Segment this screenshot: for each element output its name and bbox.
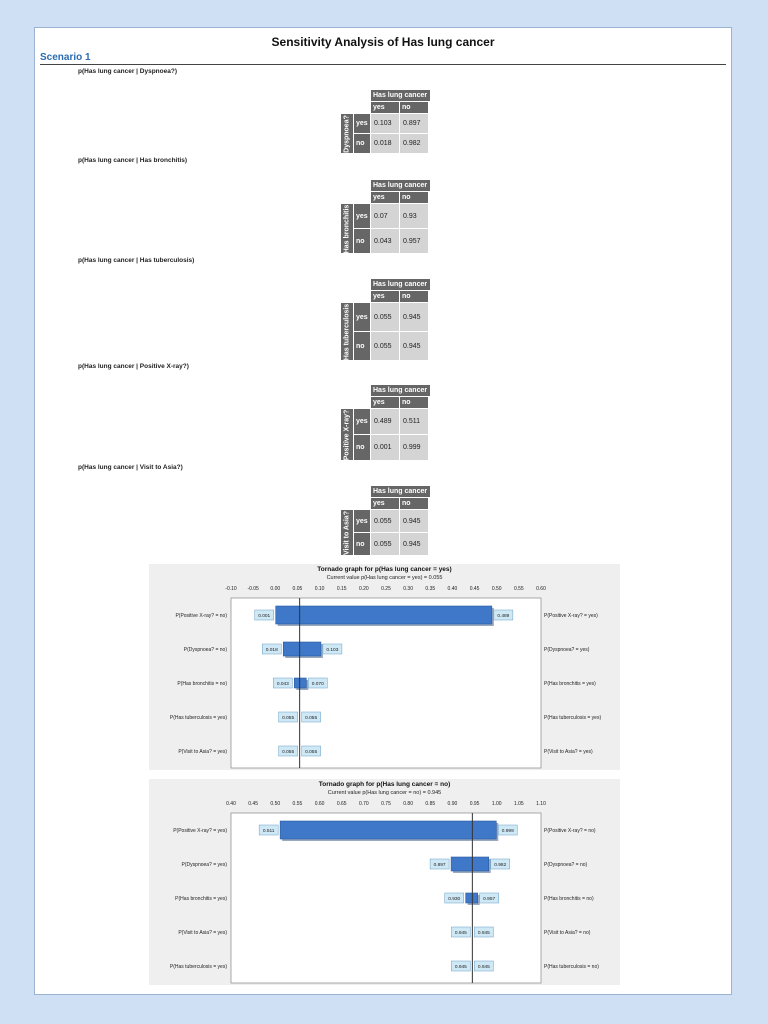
x-tick-label: 0.35 — [425, 586, 436, 592]
x-tick-label: 0.90 — [447, 801, 458, 807]
probability-cell: 0.055 — [371, 510, 399, 532]
tornado-bar — [276, 606, 492, 624]
x-tick-label: -0.05 — [247, 586, 259, 592]
column-state-label: yes — [371, 397, 399, 408]
left-row-label: P(Has tuberculosis = yes) — [169, 964, 227, 970]
row-state-label: no — [354, 229, 370, 253]
chart-title: Tornado graph for p(Has lung cancer = no) — [318, 781, 451, 788]
probability-cell: 0.957 — [400, 229, 428, 253]
row-variable-header — [341, 204, 353, 253]
left-row-label: P(Positive X-ray? = yes) — [173, 828, 227, 834]
right-row-label: P(Visit to Asia? = no) — [544, 930, 591, 936]
x-tick-label: 0.85 — [425, 801, 436, 807]
right-row-label: P(Visit to Asia? = yes) — [544, 749, 593, 755]
probability-cell: 0.945 — [400, 533, 428, 555]
row-variable-label: Dyspnoea? — [343, 114, 351, 153]
heading-divider — [40, 64, 726, 65]
table-question-label: p(Has lung cancer | Dyspnoea?) — [78, 68, 177, 75]
row-variable-header — [341, 409, 353, 460]
row-variable-header — [341, 510, 353, 555]
row-state-label: yes — [354, 510, 370, 532]
column-variable-header: Has lung cancer — [371, 180, 430, 191]
row-state-label: no — [354, 332, 370, 360]
probability-cell: 0.055 — [371, 332, 399, 360]
conditional-table — [341, 385, 431, 461]
row-state-label: no — [354, 435, 370, 460]
x-tick-label: 0.40 — [226, 801, 236, 807]
scenario-heading: Scenario 1 — [40, 52, 91, 63]
row-variable-header — [341, 114, 353, 153]
x-tick-label: 0.60 — [536, 586, 546, 592]
left-row-label: P(Dyspnoea? = yes) — [181, 862, 227, 868]
x-tick-label: 0.95 — [469, 801, 480, 807]
x-tick-label: 0.25 — [381, 586, 391, 592]
table-question-label: p(Has lung cancer | Has bronchitis) — [78, 157, 188, 164]
probability-cell: 0.945 — [400, 510, 428, 532]
column-variable-header: Has lung cancer — [371, 279, 430, 290]
probability-cell: 0.103 — [371, 114, 399, 133]
conditional-table — [341, 486, 431, 556]
table-question-label: p(Has lung cancer | Positive X-ray?) — [78, 363, 189, 370]
x-tick-label: 0.80 — [403, 801, 414, 807]
row-state-label: yes — [354, 114, 370, 133]
right-row-label: P(Has tuberculosis = yes) — [544, 715, 602, 721]
probability-cell: 0.07 — [371, 204, 399, 228]
chart-title: Tornado graph for p(Has lung cancer = yes) — [317, 566, 452, 573]
low-value-label: 0.055 — [282, 715, 295, 721]
x-tick-label: 0.50 — [491, 586, 502, 592]
probability-cell: 0.001 — [371, 435, 399, 460]
high-value-label: 0.945 — [477, 930, 490, 936]
x-tick-label: 0.45 — [248, 801, 259, 807]
table-question-label: p(Has lung cancer | Has tuberculosis) — [78, 257, 195, 264]
x-tick-label: 0.15 — [336, 586, 347, 592]
x-tick-label: 0.55 — [513, 586, 524, 592]
row-state-label: yes — [354, 204, 370, 228]
column-variable-header: Has lung cancer — [371, 385, 430, 396]
column-variable-header: Has lung cancer — [371, 486, 430, 497]
tornado-bar — [466, 893, 478, 903]
probability-cell: 0.511 — [400, 409, 428, 434]
x-tick-label: 0.10 — [314, 586, 325, 592]
column-state-label: yes — [371, 192, 399, 203]
left-row-label: P(Has tuberculosis = yes) — [169, 715, 227, 721]
x-tick-label: 0.00 — [270, 586, 281, 592]
x-tick-label: 0.20 — [358, 586, 369, 592]
x-tick-label: 1.05 — [513, 801, 524, 807]
probability-cell: 0.945 — [400, 332, 428, 360]
low-value-label: 0.055 — [282, 749, 295, 755]
left-row-label: P(Has bronchitis = yes) — [175, 896, 227, 902]
row-variable-header — [341, 303, 353, 360]
tornado-bar — [283, 642, 321, 656]
column-variable-header: Has lung cancer — [371, 90, 430, 101]
row-variable-label: Positive X-ray? — [343, 409, 351, 460]
probability-cell: 0.999 — [400, 435, 428, 460]
column-state-label: no — [400, 192, 428, 203]
page-title: Sensitivity Analysis of Has lung cancer — [271, 35, 495, 49]
row-variable-label: Has bronchitis — [343, 204, 351, 253]
x-tick-label: 1.10 — [536, 801, 546, 807]
column-state-label: no — [400, 102, 428, 113]
low-value-label: 0.945 — [454, 930, 467, 936]
tornado-bar — [280, 821, 496, 839]
high-value-label: 0.982 — [494, 862, 507, 868]
tornado-chart-svg — [149, 564, 620, 770]
high-value-label: 0.055 — [305, 749, 318, 755]
x-tick-label: -0.10 — [225, 586, 237, 592]
probability-cell: 0.897 — [400, 114, 428, 133]
row-state-label: no — [354, 533, 370, 555]
chart-subtitle: Current value p(Has lung cancer = yes) = 0.055 — [326, 575, 443, 581]
x-tick-label: 1.00 — [491, 801, 502, 807]
x-tick-label: 0.40 — [447, 586, 458, 592]
low-value-label: 0.930 — [448, 896, 461, 902]
tornado-bar — [451, 857, 489, 871]
row-variable-label: Has tuberculosis — [343, 303, 351, 360]
high-value-label: 0.055 — [305, 715, 318, 721]
left-row-label: P(Positive X-ray? = no) — [175, 613, 227, 619]
x-tick-label: 0.60 — [314, 801, 325, 807]
right-row-label: P(Has tuberculosis = no) — [544, 964, 599, 970]
high-value-label: 0.957 — [483, 896, 496, 902]
x-tick-label: 0.55 — [292, 801, 303, 807]
low-value-label: 0.897 — [433, 862, 446, 868]
left-row-label: P(Has bronchitis = no) — [177, 681, 227, 687]
column-state-label: no — [400, 291, 428, 302]
probability-cell: 0.982 — [400, 134, 428, 153]
low-value-label: 0.043 — [276, 681, 289, 687]
column-state-label: no — [400, 397, 428, 408]
x-tick-label: 0.30 — [403, 586, 414, 592]
low-value-label: 0.945 — [454, 964, 467, 970]
high-value-label: 0.103 — [326, 647, 339, 653]
probability-cell: 0.489 — [371, 409, 399, 434]
x-tick-label: 0.70 — [358, 801, 369, 807]
high-value-label: 0.489 — [497, 613, 510, 619]
tornado-chart-panel — [149, 564, 620, 770]
probability-cell: 0.055 — [371, 533, 399, 555]
low-value-label: 0.018 — [265, 647, 278, 653]
x-tick-label: 0.75 — [381, 801, 391, 807]
probability-cell: 0.018 — [371, 134, 399, 153]
row-variable-label: Visit to Asia? — [343, 510, 351, 555]
x-tick-label: 0.50 — [270, 801, 281, 807]
row-state-label: no — [354, 134, 370, 153]
left-row-label: P(Dyspnoea? = no) — [183, 647, 227, 653]
x-tick-label: 0.05 — [292, 586, 303, 592]
column-state-label: yes — [371, 498, 399, 509]
probability-cell: 0.043 — [371, 229, 399, 253]
column-state-label: no — [400, 498, 428, 509]
left-row-label: P(Visit to Asia? = yes) — [178, 749, 227, 755]
right-row-label: P(Has bronchitis = yes) — [544, 681, 596, 687]
right-row-label: P(Dyspnoea? = no) — [544, 862, 588, 868]
table-question-label: p(Has lung cancer | Visit to Asia?) — [78, 464, 183, 471]
probability-cell: 0.93 — [400, 204, 428, 228]
probability-cell: 0.945 — [400, 303, 428, 331]
high-value-label: 0.945 — [477, 964, 490, 970]
x-tick-label: 0.65 — [336, 801, 347, 807]
right-row-label: P(Positive X-ray? = yes) — [544, 613, 598, 619]
right-row-label: P(Has bronchitis = no) — [544, 896, 594, 902]
row-state-label: yes — [354, 303, 370, 331]
low-value-label: 0.001 — [258, 613, 271, 619]
conditional-table — [341, 180, 431, 254]
tornado-bar — [294, 678, 306, 688]
chart-subtitle: Current value p(Has lung cancer = no) = 0.945 — [327, 790, 442, 796]
right-row-label: P(Positive X-ray? = no) — [544, 828, 596, 834]
left-row-label: P(Visit to Asia? = yes) — [178, 930, 227, 936]
probability-cell: 0.055 — [371, 303, 399, 331]
tornado-chart-svg — [149, 779, 620, 985]
report-page — [34, 27, 732, 995]
tornado-chart-panel — [149, 779, 620, 985]
right-row-label: P(Dyspnoea? = yes) — [544, 647, 590, 653]
high-value-label: 0.070 — [311, 681, 324, 687]
x-tick-label: 0.45 — [469, 586, 480, 592]
column-state-label: yes — [371, 291, 399, 302]
conditional-table — [341, 279, 431, 361]
row-state-label: yes — [354, 409, 370, 434]
column-state-label: yes — [371, 102, 399, 113]
conditional-table — [341, 90, 431, 154]
high-value-label: 0.999 — [501, 828, 514, 834]
low-value-label: 0.511 — [262, 828, 275, 834]
